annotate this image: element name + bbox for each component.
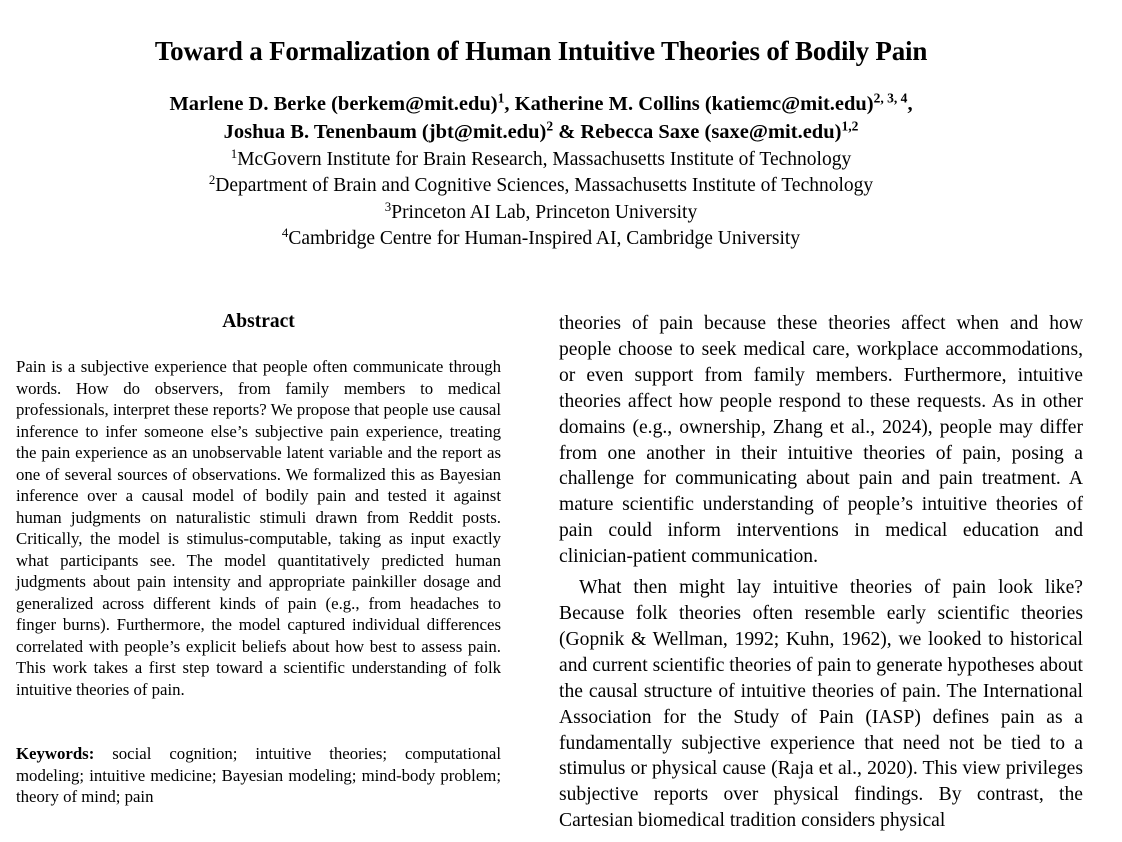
author-separator: , — [504, 93, 515, 115]
author-affiliation-mark: 1 — [497, 90, 505, 106]
affiliation-number: 3 — [384, 199, 392, 214]
affiliation — [0, 226, 1082, 252]
author-name: Katherine M. Collins (katiemc@mit.edu) — [514, 93, 874, 115]
body-column-right — [559, 311, 1083, 832]
affiliation-list — [0, 147, 1082, 252]
abstract-heading: Abstract — [222, 311, 295, 332]
affiliation-text: Cambridge Centre for Human-Inspired AI, Cambridge University — [288, 227, 801, 249]
affiliation — [0, 173, 1082, 199]
keywords-label: Keywords: — [16, 744, 95, 763]
author-separator: & — [553, 121, 581, 143]
author-affiliation-mark: 2 — [546, 118, 554, 134]
affiliation-text: Princeton AI Lab, Princeton University — [391, 201, 698, 223]
affiliation-text: Department of Brain and Cognitive Sciences, Massachusetts Institute of Technology — [215, 175, 874, 197]
author-list — [0, 90, 1082, 146]
affiliation-text: McGovern Institute for Brain Research, Massachusetts Institute of Technology — [237, 149, 852, 170]
affiliation-number: 2 — [208, 173, 216, 188]
author-name: Joshua B. Tenenbaum (jbt@mit.edu) — [223, 121, 547, 143]
author-separator: , — [907, 93, 913, 115]
affiliation-number: 1 — [230, 146, 238, 161]
author-name: Marlene D. Berke (berkem@mit.edu) — [169, 93, 498, 115]
affiliation — [0, 200, 1082, 226]
keywords-text: social cognition; intuitive theories; computational modeling; intuitive medicine; Bayesian modeling; mind-body problem; theory of mind; pain — [16, 744, 501, 806]
body-paragraph: theories of pain because these theories affect when and how people choose to seek medical care, workplace accommodations, or even support from family members. Furthermore, intuitive theories affect how people respond to these requests. As in other domains (e.g., ownership, Zhang et al., 2024), people may differ from one another in their intuitive theories of pain, posing a challenge for communicating about pain and pain treatment. A mature scientific understanding of people’s intuitive theories of pain could inform interventions in medical education and clinician-patient communication. — [559, 313, 1083, 568]
body-paragraph: What then might lay intuitive theories of pain look like? Because folk theories often resemble early scientific theories (Gopnik & Wellman, 1992; Kuhn, 1962), we looked to historical and current scientific theories of pain to generate hypotheses about the causal structure of intuitive theories of pain. The International Association for the Study of Pain (IASP) defines pain as a fundamentally subjective experience that need not be tied to a stimulus or physical cause (Raja et al., 2020). This view privileges subjective reports over physical findings. By contrast, the Cartesian biomedical tradition considers physical — [559, 577, 1083, 832]
author-affiliation-mark: 2, 3, 4 — [873, 90, 908, 106]
abstract-body: Pain is a subjective experience that people often communicate through words. How do observers, from family members to medical professionals, interpret these reports? We propose that people use causal inference to infer someone else’s subjective pain experience, treating the pain experience as an unobservable latent variable and the report as one of several sources of observations. We formalized this as Bayesian inference over a causal model of bodily pain and tested it against human judgments on naturalistic stimuli drawn from Reddit posts. Critically, the model is stimulus-computable, taking as input exactly what participants see. The model quantitatively predicted human judgments about pain intensity and appropriate painkiller dosage and generalized across different kinds of pain (e.g., from headaches to finger burns). Furthermore, the model captured individual differences correlated with people’s explicit beliefs about how best to assess pain. This work takes a first step toward a scientific understanding of folk intuitive theories of pain. — [16, 357, 501, 699]
affiliation-number: 4 — [281, 225, 289, 240]
keywords — [16, 743, 501, 808]
author-name: Rebecca Saxe (saxe@mit.edu) — [580, 121, 842, 143]
paper-title: Toward a Formalization of Human Intuitive Theories of Bodily Pain — [154, 36, 928, 66]
author-affiliation-mark: 1,2 — [841, 118, 859, 134]
affiliation — [0, 147, 1082, 173]
